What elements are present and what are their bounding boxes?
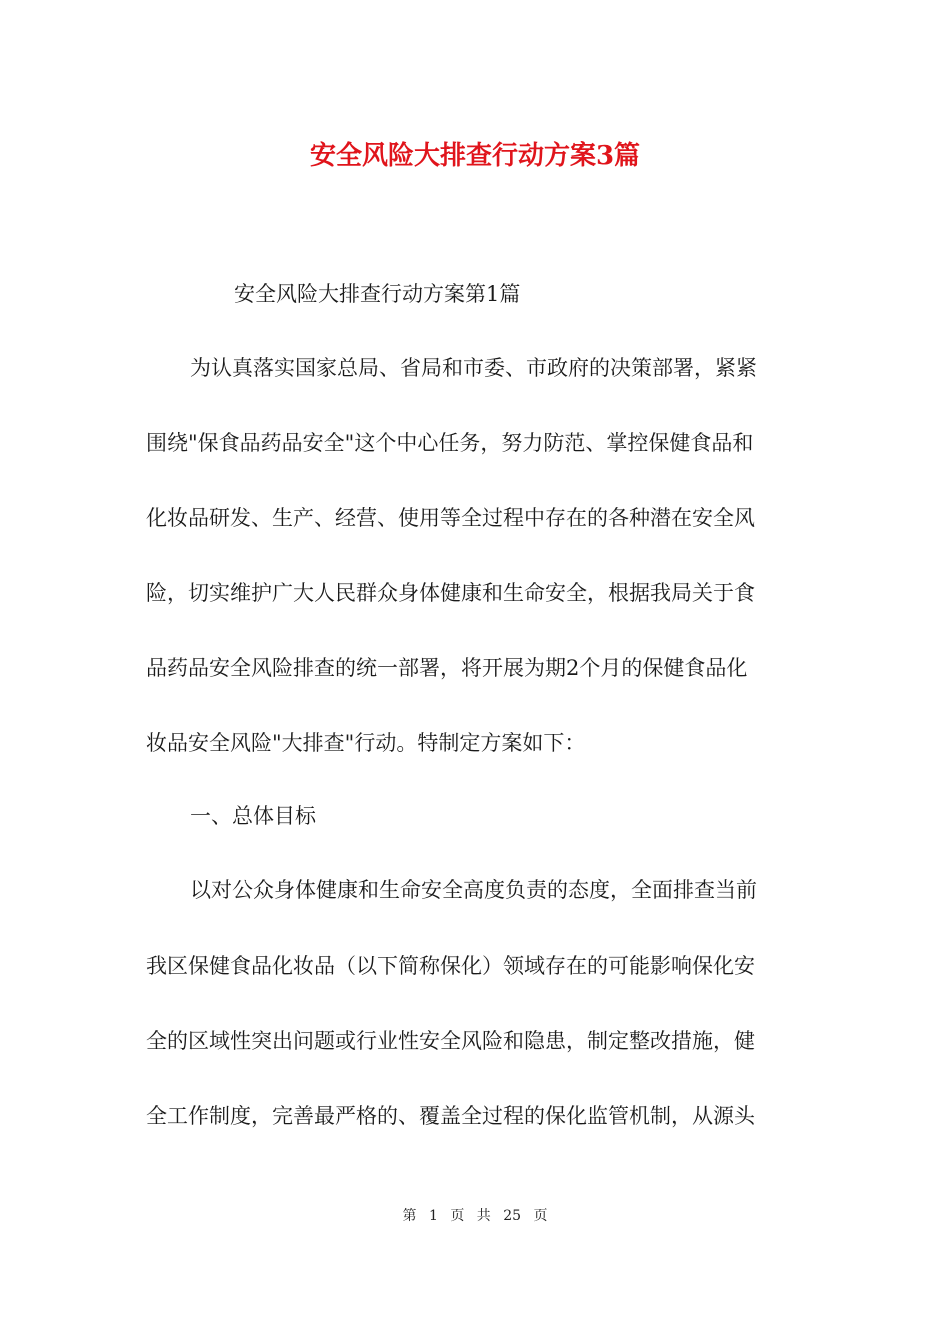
footer-prefix: 第: [402, 1208, 417, 1224]
paragraph-line: 妆品安全风险"大排查"行动。特制定方案如下：: [146, 731, 586, 755]
paragraph-line: 全的区域性突出问题或行业性安全风险和隐患，制定整改措施，健: [146, 1029, 755, 1053]
paragraph-line: 为认真落实国家总局、省局和市委、市政府的决策部署，紧紧: [190, 356, 757, 380]
paragraph-line: 险，切实维护广大人民群众身体健康和生命安全，根据我局关于食: [146, 581, 755, 605]
paragraph-line: 全工作制度，完善最严格的、覆盖全过程的保化监管机制，从源头: [146, 1104, 755, 1128]
paragraph-line: 我区保健食品化妆品（以下简称保化）领域存在的可能影响保化安: [146, 954, 755, 978]
document-title: 安全风险大排查行动方案3篇: [309, 141, 641, 171]
paragraph-line: 围绕"保食品药品安全"这个中心任务，努力防范、掌控保健食品和: [146, 431, 754, 455]
footer-mid2: 共: [476, 1208, 491, 1224]
section-heading: 安全风险大排查行动方案第1篇: [234, 282, 521, 306]
heading-general-goal: 一、总体目标: [190, 804, 316, 828]
page-footer: [0, 1206, 950, 1226]
footer-mid1: 页: [450, 1208, 465, 1224]
footer-total-pages: 25: [503, 1208, 522, 1224]
paragraph-line: 化妆品研发、生产、经营、使用等全过程中存在的各种潜在安全风: [146, 506, 755, 530]
paragraph-line: 品药品安全风险排查的统一部署，将开展为期2个月的保健食品化: [146, 656, 748, 680]
footer-current-page: 1: [428, 1208, 438, 1224]
footer-suffix: 页: [533, 1208, 548, 1224]
paragraph-line: 以对公众身体健康和生命安全高度负责的态度，全面排查当前: [190, 878, 757, 902]
